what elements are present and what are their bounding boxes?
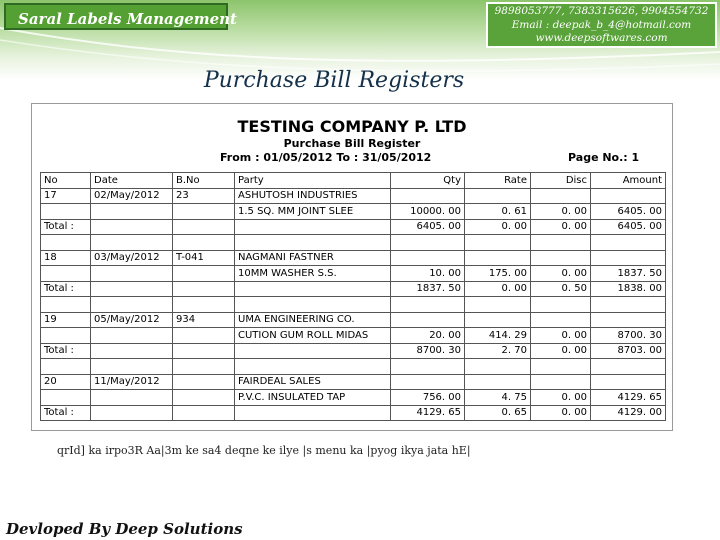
table-cell: 6405. 00 [591, 204, 666, 220]
table-row [41, 235, 666, 251]
table-cell: Total : [41, 343, 91, 359]
table-cell [465, 188, 531, 204]
table-cell [235, 235, 391, 251]
table-cell: CUTION GUM ROLL MIDAS [235, 328, 391, 344]
contact-website: www.deepsoftwares.com [535, 32, 668, 44]
table-cell: Total : [41, 219, 91, 235]
table-cell [173, 266, 235, 282]
table-cell: 1.5 SQ. MM JOINT SLEE [235, 204, 391, 220]
table-cell [91, 390, 173, 406]
table-cell [531, 297, 591, 313]
table-cell [591, 297, 666, 313]
table-cell: 6405. 00 [391, 219, 465, 235]
table-cell [173, 405, 235, 421]
table-cell: 20 [41, 374, 91, 390]
table-row [41, 188, 666, 204]
table-cell [531, 235, 591, 251]
table-row [41, 328, 666, 344]
table-cell [173, 328, 235, 344]
table-cell: 18 [41, 250, 91, 266]
table-cell: 05/May/2012 [91, 312, 173, 328]
table-row [41, 219, 666, 235]
table-cell [41, 235, 91, 251]
col-header: Date [91, 173, 173, 189]
table-cell: 1838. 00 [591, 281, 666, 297]
table-cell: 0. 00 [531, 266, 591, 282]
table-cell [173, 204, 235, 220]
table-cell [173, 343, 235, 359]
table-cell: Total : [41, 405, 91, 421]
table-cell [591, 312, 666, 328]
developer-credit: Devloped By Deep Solutions [6, 520, 243, 538]
app-title: Saral Labels Management [18, 10, 237, 28]
table-cell [465, 359, 531, 375]
table-cell [41, 390, 91, 406]
table-cell [391, 297, 465, 313]
table-cell: 0. 00 [531, 405, 591, 421]
table-cell: ASHUTOSH INDUSTRIES [235, 188, 391, 204]
table-row [41, 374, 666, 390]
table-cell [173, 297, 235, 313]
table-cell [41, 297, 91, 313]
table-cell [173, 359, 235, 375]
table-cell: 02/May/2012 [91, 188, 173, 204]
table-cell [391, 188, 465, 204]
table-cell [235, 359, 391, 375]
table-cell: 0. 00 [531, 328, 591, 344]
table-row [41, 266, 666, 282]
table-cell [173, 374, 235, 390]
table-cell [41, 328, 91, 344]
table-header-row [41, 173, 666, 189]
report-company: TESTING COMPANY P. LTD [237, 117, 467, 136]
col-header: Amount [591, 173, 666, 189]
app-title-box [4, 3, 237, 30]
table-row [41, 405, 666, 421]
report-date-range: From : 01/05/2012 To : 31/05/2012 [220, 151, 432, 164]
table-cell: 10MM WASHER S.S. [235, 266, 391, 282]
table-cell [531, 359, 591, 375]
table-cell [465, 250, 531, 266]
table-cell: NAGMANI FASTNER [235, 250, 391, 266]
table-cell: 934 [173, 312, 235, 328]
table-cell [235, 219, 391, 235]
table-cell [531, 250, 591, 266]
table-cell: 20. 00 [391, 328, 465, 344]
table-cell: 1837. 50 [591, 266, 666, 282]
table-cell: 11/May/2012 [91, 374, 173, 390]
table-cell [173, 281, 235, 297]
table-cell [41, 266, 91, 282]
table-row [41, 250, 666, 266]
purchase-bill-table [40, 172, 666, 421]
table-cell: 23 [173, 188, 235, 204]
table-cell [91, 219, 173, 235]
table-cell [91, 204, 173, 220]
table-cell: 4129. 00 [591, 405, 666, 421]
table-cell [235, 343, 391, 359]
table-cell: 03/May/2012 [91, 250, 173, 266]
table-row [41, 390, 666, 406]
table-cell: 10000. 00 [391, 204, 465, 220]
table-row [41, 312, 666, 328]
table-cell: 0. 00 [531, 219, 591, 235]
col-header: Party [235, 173, 391, 189]
table-cell [391, 359, 465, 375]
table-cell [531, 374, 591, 390]
table-cell [41, 359, 91, 375]
table-cell: T-041 [173, 250, 235, 266]
table-cell [91, 343, 173, 359]
table-cell: UMA ENGINEERING CO. [235, 312, 391, 328]
table-cell: 10. 00 [391, 266, 465, 282]
table-cell: 0. 00 [465, 281, 531, 297]
table-cell [41, 204, 91, 220]
table-cell [91, 266, 173, 282]
table-cell: 6405. 00 [591, 219, 666, 235]
table-cell: 0. 00 [465, 219, 531, 235]
table-cell: 8700. 30 [591, 328, 666, 344]
table-cell: 175. 00 [465, 266, 531, 282]
contact-phones: 9898053777, 7383315626, 9904554732 [494, 5, 709, 17]
table-cell [591, 188, 666, 204]
table-cell [91, 281, 173, 297]
table-cell: 756. 00 [391, 390, 465, 406]
report-preview [31, 103, 673, 431]
table-row [41, 297, 666, 313]
table-cell [465, 312, 531, 328]
table-cell: 19 [41, 312, 91, 328]
table-cell: 414. 29 [465, 328, 531, 344]
table-cell [391, 374, 465, 390]
table-cell: Total : [41, 281, 91, 297]
table-cell: 0. 00 [531, 343, 591, 359]
footnote-text: qrId] ka irpo3R Aa|3m ke sa4 deqne ke ilye |s menu ka |pyog ikya jata hE| [57, 444, 471, 457]
table-cell: 2. 70 [465, 343, 531, 359]
table-cell: P.V.C. INSULATED TAP [235, 390, 391, 406]
table-row [41, 204, 666, 220]
table-cell: 8703. 00 [591, 343, 666, 359]
table-cell [591, 235, 666, 251]
table-cell [91, 405, 173, 421]
table-cell: 17 [41, 188, 91, 204]
table-cell [465, 297, 531, 313]
table-cell [591, 359, 666, 375]
table-cell [591, 374, 666, 390]
table-cell: 0. 65 [465, 405, 531, 421]
table-cell [91, 328, 173, 344]
table-cell [391, 250, 465, 266]
table-cell: 8700. 30 [391, 343, 465, 359]
table-cell [173, 235, 235, 251]
table-cell: 0. 00 [531, 390, 591, 406]
report-page-number: Page No.: 1 [568, 151, 640, 164]
table-cell [235, 281, 391, 297]
col-header: Rate [465, 173, 531, 189]
table-cell: 0. 00 [531, 204, 591, 220]
table-cell [465, 374, 531, 390]
table-cell [173, 219, 235, 235]
table-cell [235, 405, 391, 421]
table-cell [235, 297, 391, 313]
table-cell [91, 235, 173, 251]
table-cell: 0. 50 [531, 281, 591, 297]
table-cell: 4. 75 [465, 390, 531, 406]
table-row [41, 281, 666, 297]
contact-email: Email : deepak_b_4@hotmail.com [511, 18, 692, 31]
table-cell [91, 297, 173, 313]
col-header: B.No [173, 173, 235, 189]
table-cell: 1837. 50 [391, 281, 465, 297]
table-cell [91, 359, 173, 375]
table-cell [391, 312, 465, 328]
table-row [41, 359, 666, 375]
report-name: Purchase Bill Register [283, 137, 421, 150]
col-header: No [41, 173, 91, 189]
col-header: Disc [531, 173, 591, 189]
table-cell [391, 235, 465, 251]
table-cell [591, 250, 666, 266]
table-cell: FAIRDEAL SALES [235, 374, 391, 390]
table-cell: 0. 61 [465, 204, 531, 220]
table-cell: 4129. 65 [591, 390, 666, 406]
table-cell [531, 312, 591, 328]
table-cell [465, 235, 531, 251]
col-header: Qty [391, 173, 465, 189]
table-row [41, 343, 666, 359]
table-cell: 4129. 65 [391, 405, 465, 421]
table-cell [173, 390, 235, 406]
page-heading: Purchase Bill Registers [203, 68, 465, 93]
contact-box [486, 2, 717, 48]
table-cell [531, 188, 591, 204]
